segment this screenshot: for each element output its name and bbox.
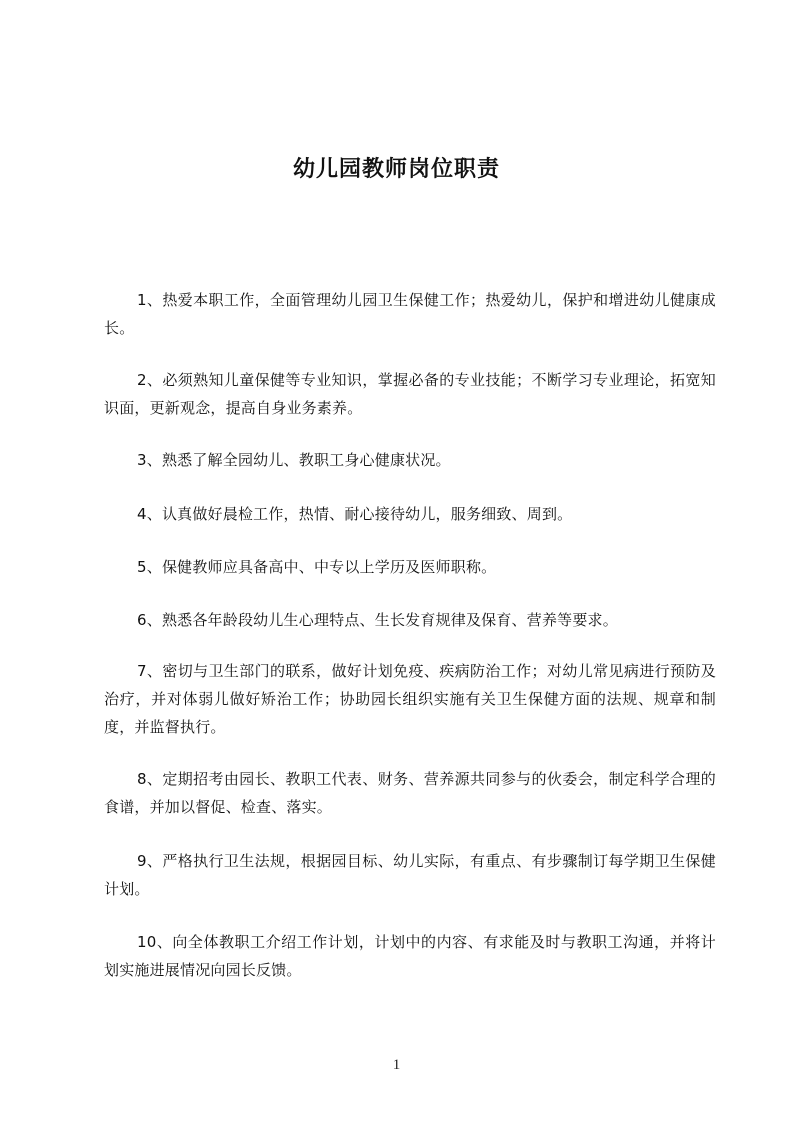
duty-item-8: 8、定期招考由园长、教职工代表、财务、营养源共同参与的伙委会，制定科学合理的食谱，并加以督促、检查、落实。 <box>104 770 716 816</box>
duty-item-3: 3、熟悉了解全园幼儿、教职工身心健康状况。 <box>137 451 451 469</box>
duty-item-4: 4、认真做好晨检工作，热情、耐心接待幼儿，服务细致、周到。 <box>137 505 573 523</box>
duty-item-2: 2、必须熟知儿童保健等专业知识，掌握必备的专业技能；不断学习专业理论，拓宽知识面，更新观念，提高自身业务素养。 <box>104 371 716 417</box>
page-number: 1 <box>392 1057 401 1073</box>
duty-item-6: 6、熟悉各年龄段幼儿生心理特点、生长发育规律及保育、营养等要求。 <box>137 611 618 629</box>
duty-item-5: 5、保健教师应具备高中、中专以上学历及医师职称。 <box>137 558 497 576</box>
duty-item-9: 9、严格执行卫生法规，根据园目标、幼儿实际，有重点、有步骤制订每学期卫生保健计划。 <box>104 852 716 898</box>
duty-item-10: 10、向全体教职工介绍工作计划，计划中的内容、有求能及时与教职工沟通，并将计划实施进展情况向园长反馈。 <box>104 933 716 979</box>
duty-item-7: 7、密切与卫生部门的联系，做好计划免疫、疾病防治工作；对幼儿常见病进行预防及治疗，并对体弱儿做好矫治工作；协助园长组织实施有关卫生保健方面的法规、规章和制度，并监督执行。 <box>104 662 716 736</box>
duty-item-1: 1、热爱本职工作，全面管理幼儿园卫生保健工作；热爱幼儿，保护和增进幼儿健康成长。 <box>104 291 716 337</box>
document-title: 幼儿园教师岗位职责 <box>292 156 500 182</box>
